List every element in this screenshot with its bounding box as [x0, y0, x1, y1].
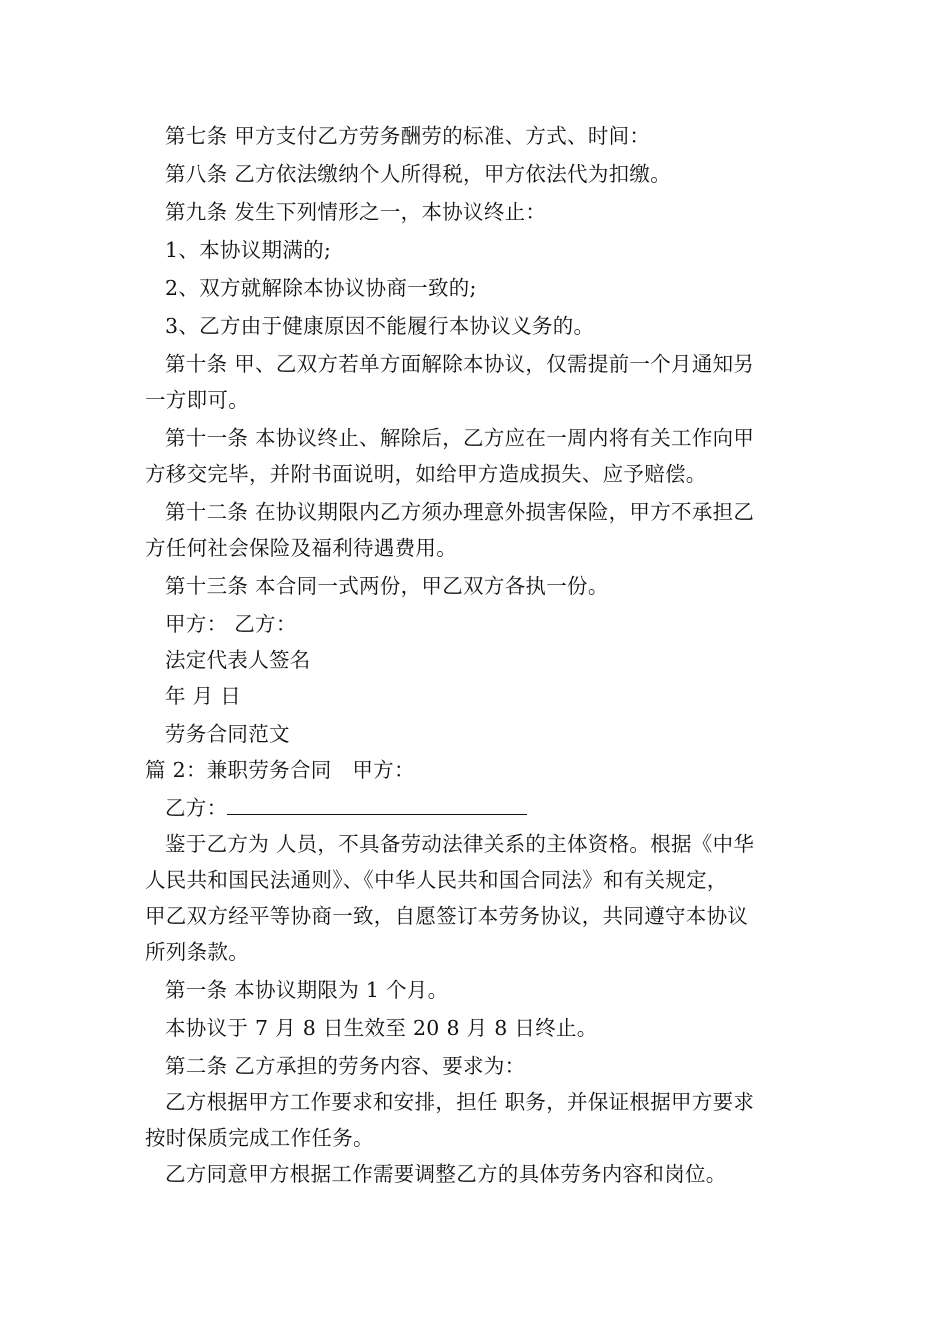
article-2-detail-line-1: 乙方根据甲方工作要求和安排，担任 职务，并保证根据甲方要求 [165, 1090, 755, 1114]
date-line: 年 月 日 [165, 684, 242, 708]
preamble-line-1: 鉴于乙方为 人员，不具备劳动法律关系的主体资格。根据《中华 [165, 832, 755, 856]
party-b-blank [227, 796, 527, 815]
section-title: 劳务合同范文 [165, 722, 290, 746]
clause-12-line-1: 第十二条 在协议期限内乙方须办理意外损害保险，甲方不承担乙 [165, 500, 755, 524]
clause-9-item-1: 1、本协议期满的; [165, 238, 332, 262]
clause-9-item-3: 3、乙方由于健康原因不能履行本协议义务的。 [165, 314, 595, 338]
clause-12-line-2: 方任何社会保险及福利待遇费用。 [145, 536, 457, 560]
preamble-line-4: 所列条款。 [145, 940, 249, 964]
party-b-label: 乙方： [165, 796, 228, 820]
legal-rep-signature: 法定代表人签名 [165, 648, 311, 672]
preamble-line-2: 人民共和国民法通则》、《中华人民共和国合同法》和有关规定， [145, 868, 728, 892]
clause-7: 第七条 甲方支付乙方劳务酬劳的标准、方式、时间： [165, 124, 651, 148]
clause-11-line-1: 第十一条 本协议终止、解除后，乙方应在一周内将有关工作向甲 [165, 426, 755, 450]
clause-9: 第九条 发生下列情形之一，本协议终止： [165, 200, 547, 224]
article-2-adjustment: 乙方同意甲方根据工作需要调整乙方的具体劳务内容和岗位。 [165, 1162, 727, 1186]
clause-11-line-2: 方移交完毕，并附书面说明，如给甲方造成损失、应予赔偿。 [145, 462, 707, 486]
article-1-dates: 本协议于 7 月 8 日生效至 20 8 月 8 日终止。 [165, 1016, 598, 1040]
clause-10-line-2: 一方即可。 [145, 388, 249, 412]
article-2: 第二条 乙方承担的劳务内容、要求为： [165, 1054, 526, 1078]
article-2-detail-line-2: 按时保质完成工作任务。 [145, 1126, 374, 1150]
article-2-heading: 篇 2：兼职劳务合同 甲方： [145, 758, 415, 782]
party-b-line [165, 794, 527, 822]
preamble-line-3: 甲乙双方经平等协商一致，自愿签订本劳务协议，共同遵守本协议 [145, 904, 749, 928]
clause-8: 第八条 乙方依法缴纳个人所得税，甲方依法代为扣缴。 [165, 162, 672, 186]
clause-10-line-1: 第十条 甲、乙双方若单方面解除本协议，仅需提前一个月通知另 [165, 352, 755, 376]
party-signature-line: 甲方： 乙方： [165, 612, 297, 636]
clause-9-item-2: 2、双方就解除本协议协商一致的; [165, 276, 477, 300]
article-1: 第一条 本协议期限为 1 个月。 [165, 978, 449, 1002]
clause-13: 第十三条 本合同一式两份，甲乙双方各执一份。 [165, 574, 609, 598]
